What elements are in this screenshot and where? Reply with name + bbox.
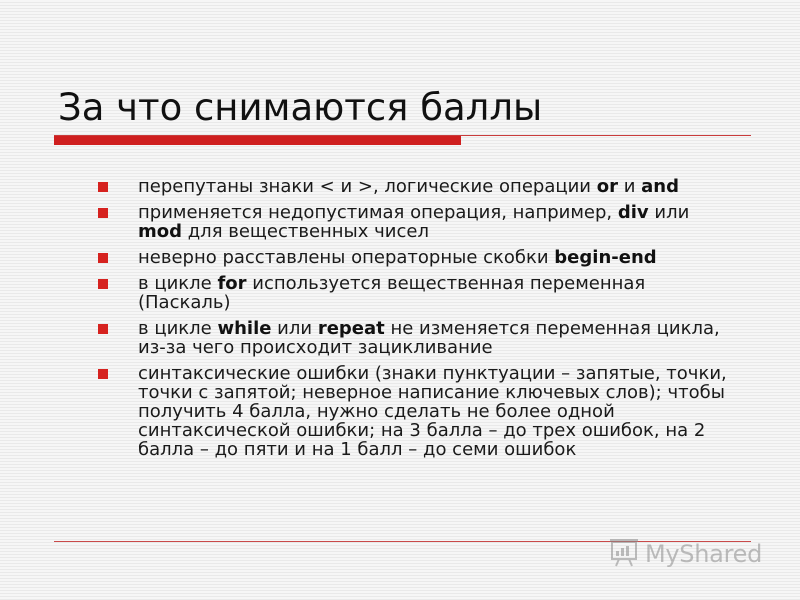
- bullet-text: [138, 176, 679, 197]
- bullet-item: [98, 177, 738, 196]
- keyword-while: while: [217, 318, 272, 339]
- bullet-item: [98, 364, 738, 459]
- bullet-marker-icon: [98, 279, 108, 289]
- bullet-item: [98, 319, 738, 357]
- bullet-segment: для вещественных чисел: [182, 221, 429, 242]
- keyword-mod: mod: [138, 221, 183, 242]
- title-accent-bar: [54, 136, 461, 145]
- watermark-text: MyShared: [645, 540, 763, 568]
- keyword-for: for: [217, 273, 247, 294]
- bullet-segment: не изменяется переменная цикла, из-за чего происходит зацикливание: [138, 318, 720, 358]
- keyword-or: or: [596, 176, 618, 197]
- bullet-text: [138, 318, 720, 358]
- bullet-marker-icon: [98, 253, 108, 263]
- bullet-marker-icon: [98, 369, 108, 379]
- bullet-segment: или: [648, 202, 690, 223]
- watermark: [607, 536, 762, 572]
- presentation-board-icon: [607, 535, 641, 573]
- bullet-item: [98, 274, 738, 312]
- bullet-segment: неверно расставлены операторные скобки: [138, 247, 555, 268]
- bullet-text: [138, 273, 645, 313]
- slide-title: За что снимаются баллы: [58, 86, 543, 129]
- bullet-segment: в цикле: [138, 273, 218, 294]
- bullet-list: [98, 177, 738, 466]
- bullet-text: [138, 247, 657, 268]
- bullet-item: [98, 203, 738, 241]
- bullet-segment: или: [271, 318, 318, 339]
- keyword-repeat: repeat: [317, 318, 385, 339]
- bullet-segment: в цикле: [138, 318, 218, 339]
- bullet-marker-icon: [98, 182, 108, 192]
- bullet-segment: используется вещественная переменная (Паскаль): [138, 273, 646, 313]
- bullet-segment: и: [617, 176, 642, 197]
- keyword-and: and: [641, 176, 679, 197]
- bullet-item: [98, 248, 738, 267]
- bullet-text: [138, 363, 727, 460]
- bullet-text: [138, 202, 689, 242]
- bullet-marker-icon: [98, 208, 108, 218]
- bullet-marker-icon: [98, 324, 108, 334]
- bullet-segment: перепутаны знаки < и >, логические операции: [138, 176, 597, 197]
- keyword-begin-end: begin-end: [554, 247, 657, 268]
- bullet-segment: синтаксические ошибки (знаки пунктуации – запятые, точки, точки с запятой; неверное написание ключевых слов); чтобы получить 4 балла, нужно сделать не более одной синтаксической ошибки; на 3 балла – до трех ошибок, на 2 балла – до пяти и на 1 балл – до семи ошибок: [138, 363, 727, 460]
- bullet-segment: применяется недопустимая операция, например,: [138, 202, 618, 223]
- keyword-div: div: [617, 202, 649, 223]
